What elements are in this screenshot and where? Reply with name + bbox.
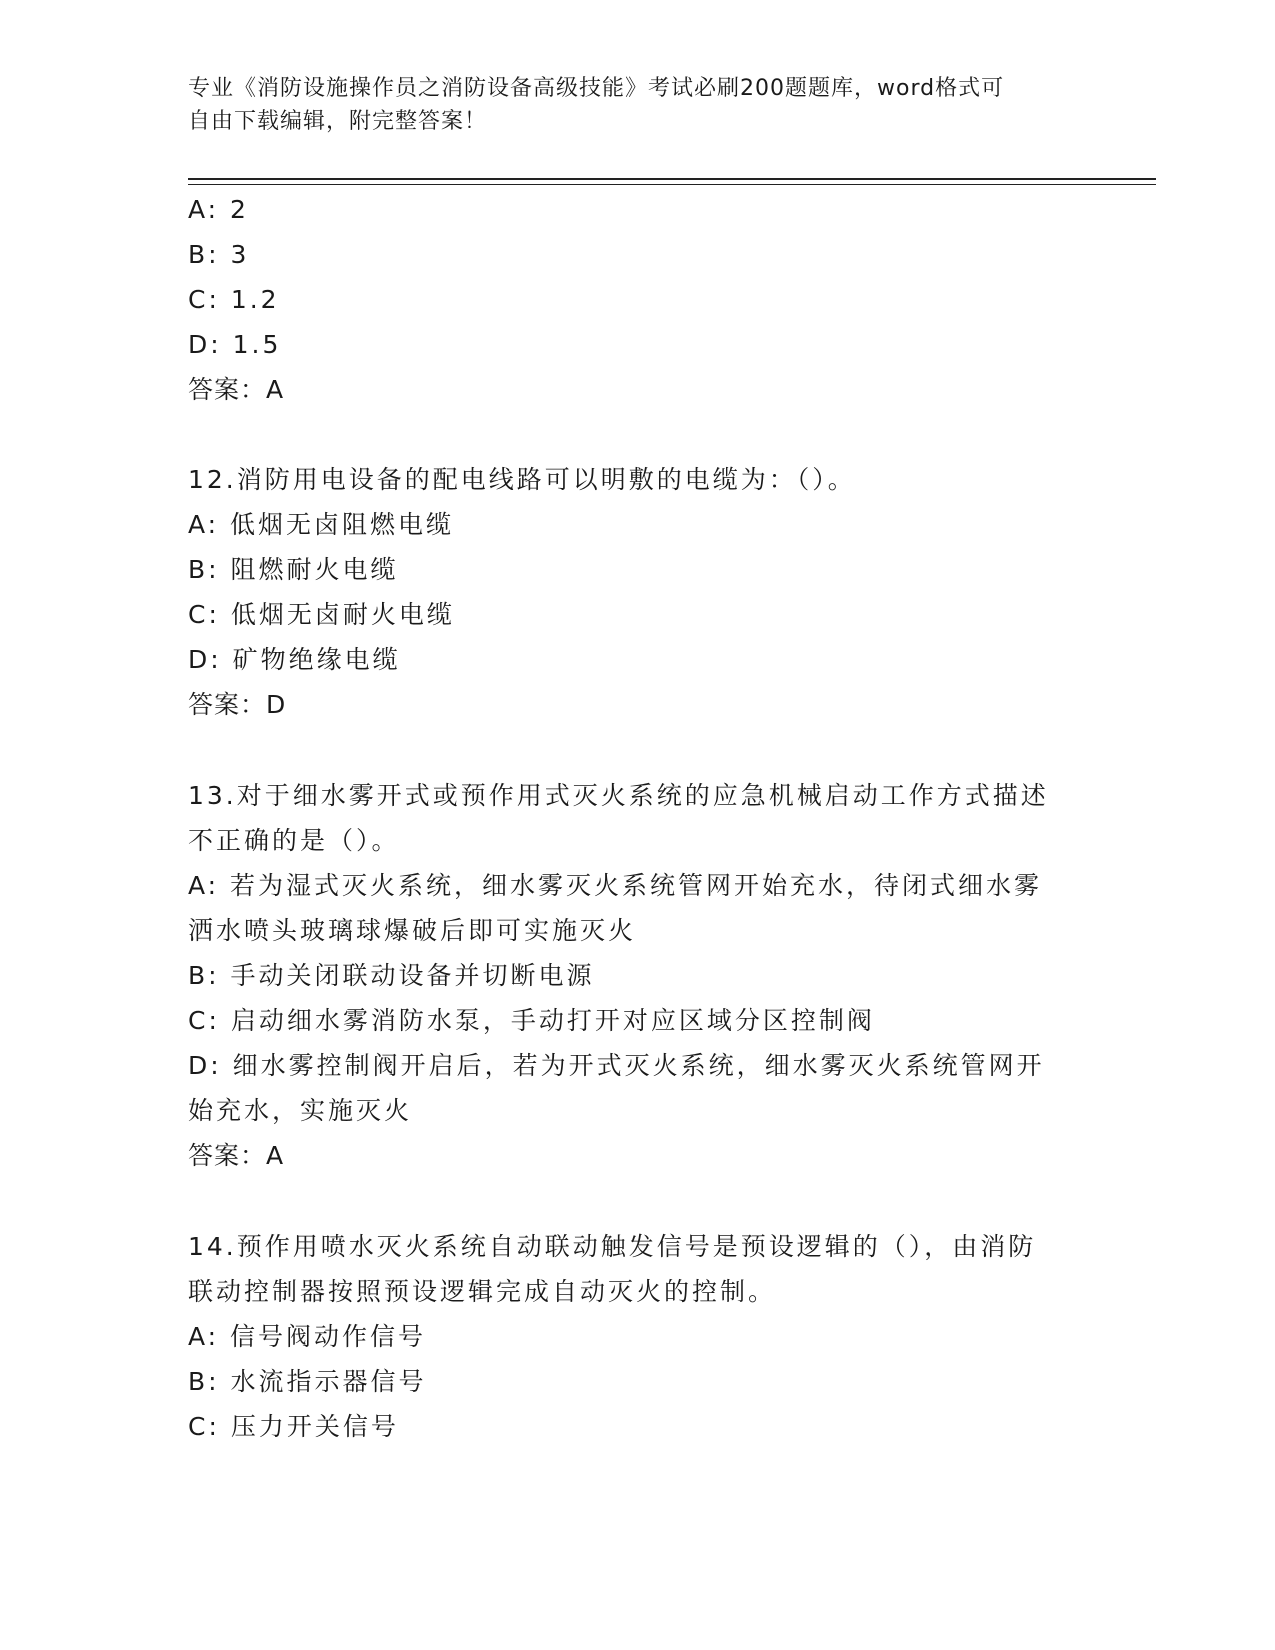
q12-option-a: A: 低烟无卤阻燃电缆 [188,510,455,539]
q11-option-d: D: 1.5 [188,330,282,359]
q13-answer: 答案：A [188,1141,285,1170]
q12-option-b: B: 阻燃耐火电缆 [188,555,399,584]
q11-option-a: A: 2 [188,195,249,224]
q11-answer: 答案：A [188,375,285,404]
q12-answer: 答案：D [188,690,287,719]
q13-option-a-line-1: A: 若为湿式灭火系统，细水雾灭火系统管网开始充水，待闭式细水雾 [188,871,1043,900]
q13-option-a-line-2: 洒水喷头玻璃球爆破后即可实施灭火 [188,916,637,945]
q12-option-d: D: 矿物绝缘电缆 [188,645,401,674]
document-header [188,72,1068,138]
header-divider-thick [188,178,1156,180]
q14-option-c: C: 压力开关信号 [188,1412,399,1441]
q13-option-d-line-2: 始充水，实施灭火 [188,1096,413,1125]
q13-question-line-1: 13.对于细水雾开式或预作用式灭火系统的应急机械启动工作方式描述 [188,781,1049,810]
q11-option-b: B: 3 [188,240,250,269]
header-line-2: 自由下载编辑，附完整答案！ [188,109,488,134]
q12-question: 12.消防用电设备的配电线路可以明敷的电缆为：（）。 [188,465,856,494]
q14-question-line-2: 联动控制器按照预设逻辑完成自动灭火的控制。 [188,1277,777,1306]
header-divider-thin [188,184,1156,185]
q11-option-c: C: 1.2 [188,285,280,314]
q14-option-a: A: 信号阀动作信号 [188,1322,427,1351]
q13-option-c: C: 启动细水雾消防水泵，手动打开对应区域分区控制阀 [188,1006,875,1035]
q13-question-line-2: 不正确的是（）。 [188,826,400,855]
q14-option-b: B: 水流指示器信号 [188,1367,427,1396]
header-line-1: 专业《消防设施操作员之消防设备高级技能》考试必刷200题题库，word格式可 [188,76,1005,101]
q13-option-b: B: 手动关闭联动设备并切断电源 [188,961,595,990]
q14-question-line-1: 14.预作用喷水灭火系统自动联动触发信号是预设逻辑的（），由消防 [188,1232,1037,1261]
q12-option-c: C: 低烟无卤耐火电缆 [188,600,455,629]
q13-option-d-line-1: D: 细水雾控制阀开启后，若为开式灭火系统，细水雾灭火系统管网开 [188,1051,1045,1080]
